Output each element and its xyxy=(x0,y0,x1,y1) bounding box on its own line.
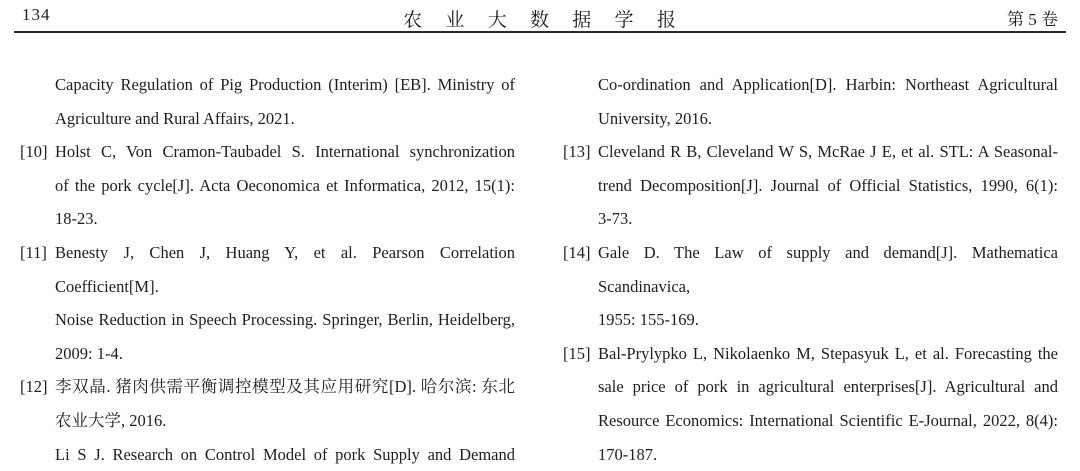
reference-line: 1955: 155-169. xyxy=(598,310,699,330)
reference-line: 李双晶. 猪肉供需平衡调控模型及其应用研究[D]. 哈尔滨: 东北 xyxy=(55,377,515,397)
references-column-right xyxy=(563,68,1058,471)
reference-entry xyxy=(563,135,1058,236)
reference-line: Noise Reduction in Speech Processing. Springer, Berlin, Heidelberg, xyxy=(55,310,515,330)
reference-number: [13] xyxy=(563,142,591,162)
reference-line: Co-ordination and Application[D]. Harbin: Northeast Agricultural xyxy=(598,75,1058,94)
reference-line: Benesty J, Chen J, Huang Y, et al. Pearson Correlation Coefficient[M]. xyxy=(55,242,515,296)
reference-line: 18-23. xyxy=(55,209,98,229)
reference-line: Bal-Prylypko L, Nikolaenko M, Stepasyuk L, et al. Forecasting the xyxy=(598,343,1058,363)
reference-entry xyxy=(563,337,1058,471)
reference-entry xyxy=(20,68,515,135)
reference-line: Gale D. The Law of supply and demand[J]. Mathematica Scandinavica, xyxy=(598,242,1058,296)
reference-entry xyxy=(563,68,1058,135)
reference-line: of the pork cycle[J]. Acta Oeconomica et Informatica, 2012, 15(1): xyxy=(55,175,515,195)
volume-label: 第 5 卷 xyxy=(1007,10,1058,29)
reference-line: University, 2016. xyxy=(598,108,712,128)
references-section xyxy=(0,68,1080,471)
reference-line: Agriculture and Rural Affairs, 2021. xyxy=(55,108,295,128)
page-header xyxy=(0,0,1080,31)
journal-title: 农 业 大 数 据 学 报 xyxy=(403,10,685,31)
reference-line: Cleveland R B, Cleveland W S, McRae J E, et al. STL: A Seasonal- xyxy=(598,142,1058,162)
reference-number: [11] xyxy=(20,242,47,262)
reference-line: 2009: 1-4. xyxy=(55,343,123,363)
reference-line: trend Decomposition[J]. Journal of Official Statistics, 1990, 6(1): xyxy=(598,175,1058,195)
reference-number: [10] xyxy=(20,142,48,162)
reference-entry xyxy=(20,236,515,370)
reference-entry xyxy=(20,135,515,236)
reference-line: Resource Economics: International Scientific E-Journal, 2022, 8(4): xyxy=(598,410,1058,430)
reference-line: Capacity Regulation of Pig Production (Interim) [EB]. Ministry of xyxy=(55,75,515,94)
reference-line: Holst C, Von Cramon-Taubadel S. International synchronization xyxy=(55,142,515,162)
references-column-left xyxy=(20,68,515,471)
reference-line: 3-73. xyxy=(598,209,633,229)
reference-number: [14] xyxy=(563,242,591,262)
reference-number: [12] xyxy=(20,377,48,397)
reference-entry xyxy=(563,236,1058,337)
reference-line: Li S J. Research on Control Model of pork Supply and Demand xyxy=(55,444,515,464)
reference-line: 农业大学, 2016. xyxy=(55,410,167,430)
reference-number: [15] xyxy=(563,343,591,363)
reference-line: 170-187. xyxy=(598,444,658,464)
page-number: 134 xyxy=(22,5,51,24)
reference-entry xyxy=(20,370,515,471)
reference-line: sale price of pork in agricultural enterprises[J]. Agricultural and xyxy=(598,377,1058,397)
